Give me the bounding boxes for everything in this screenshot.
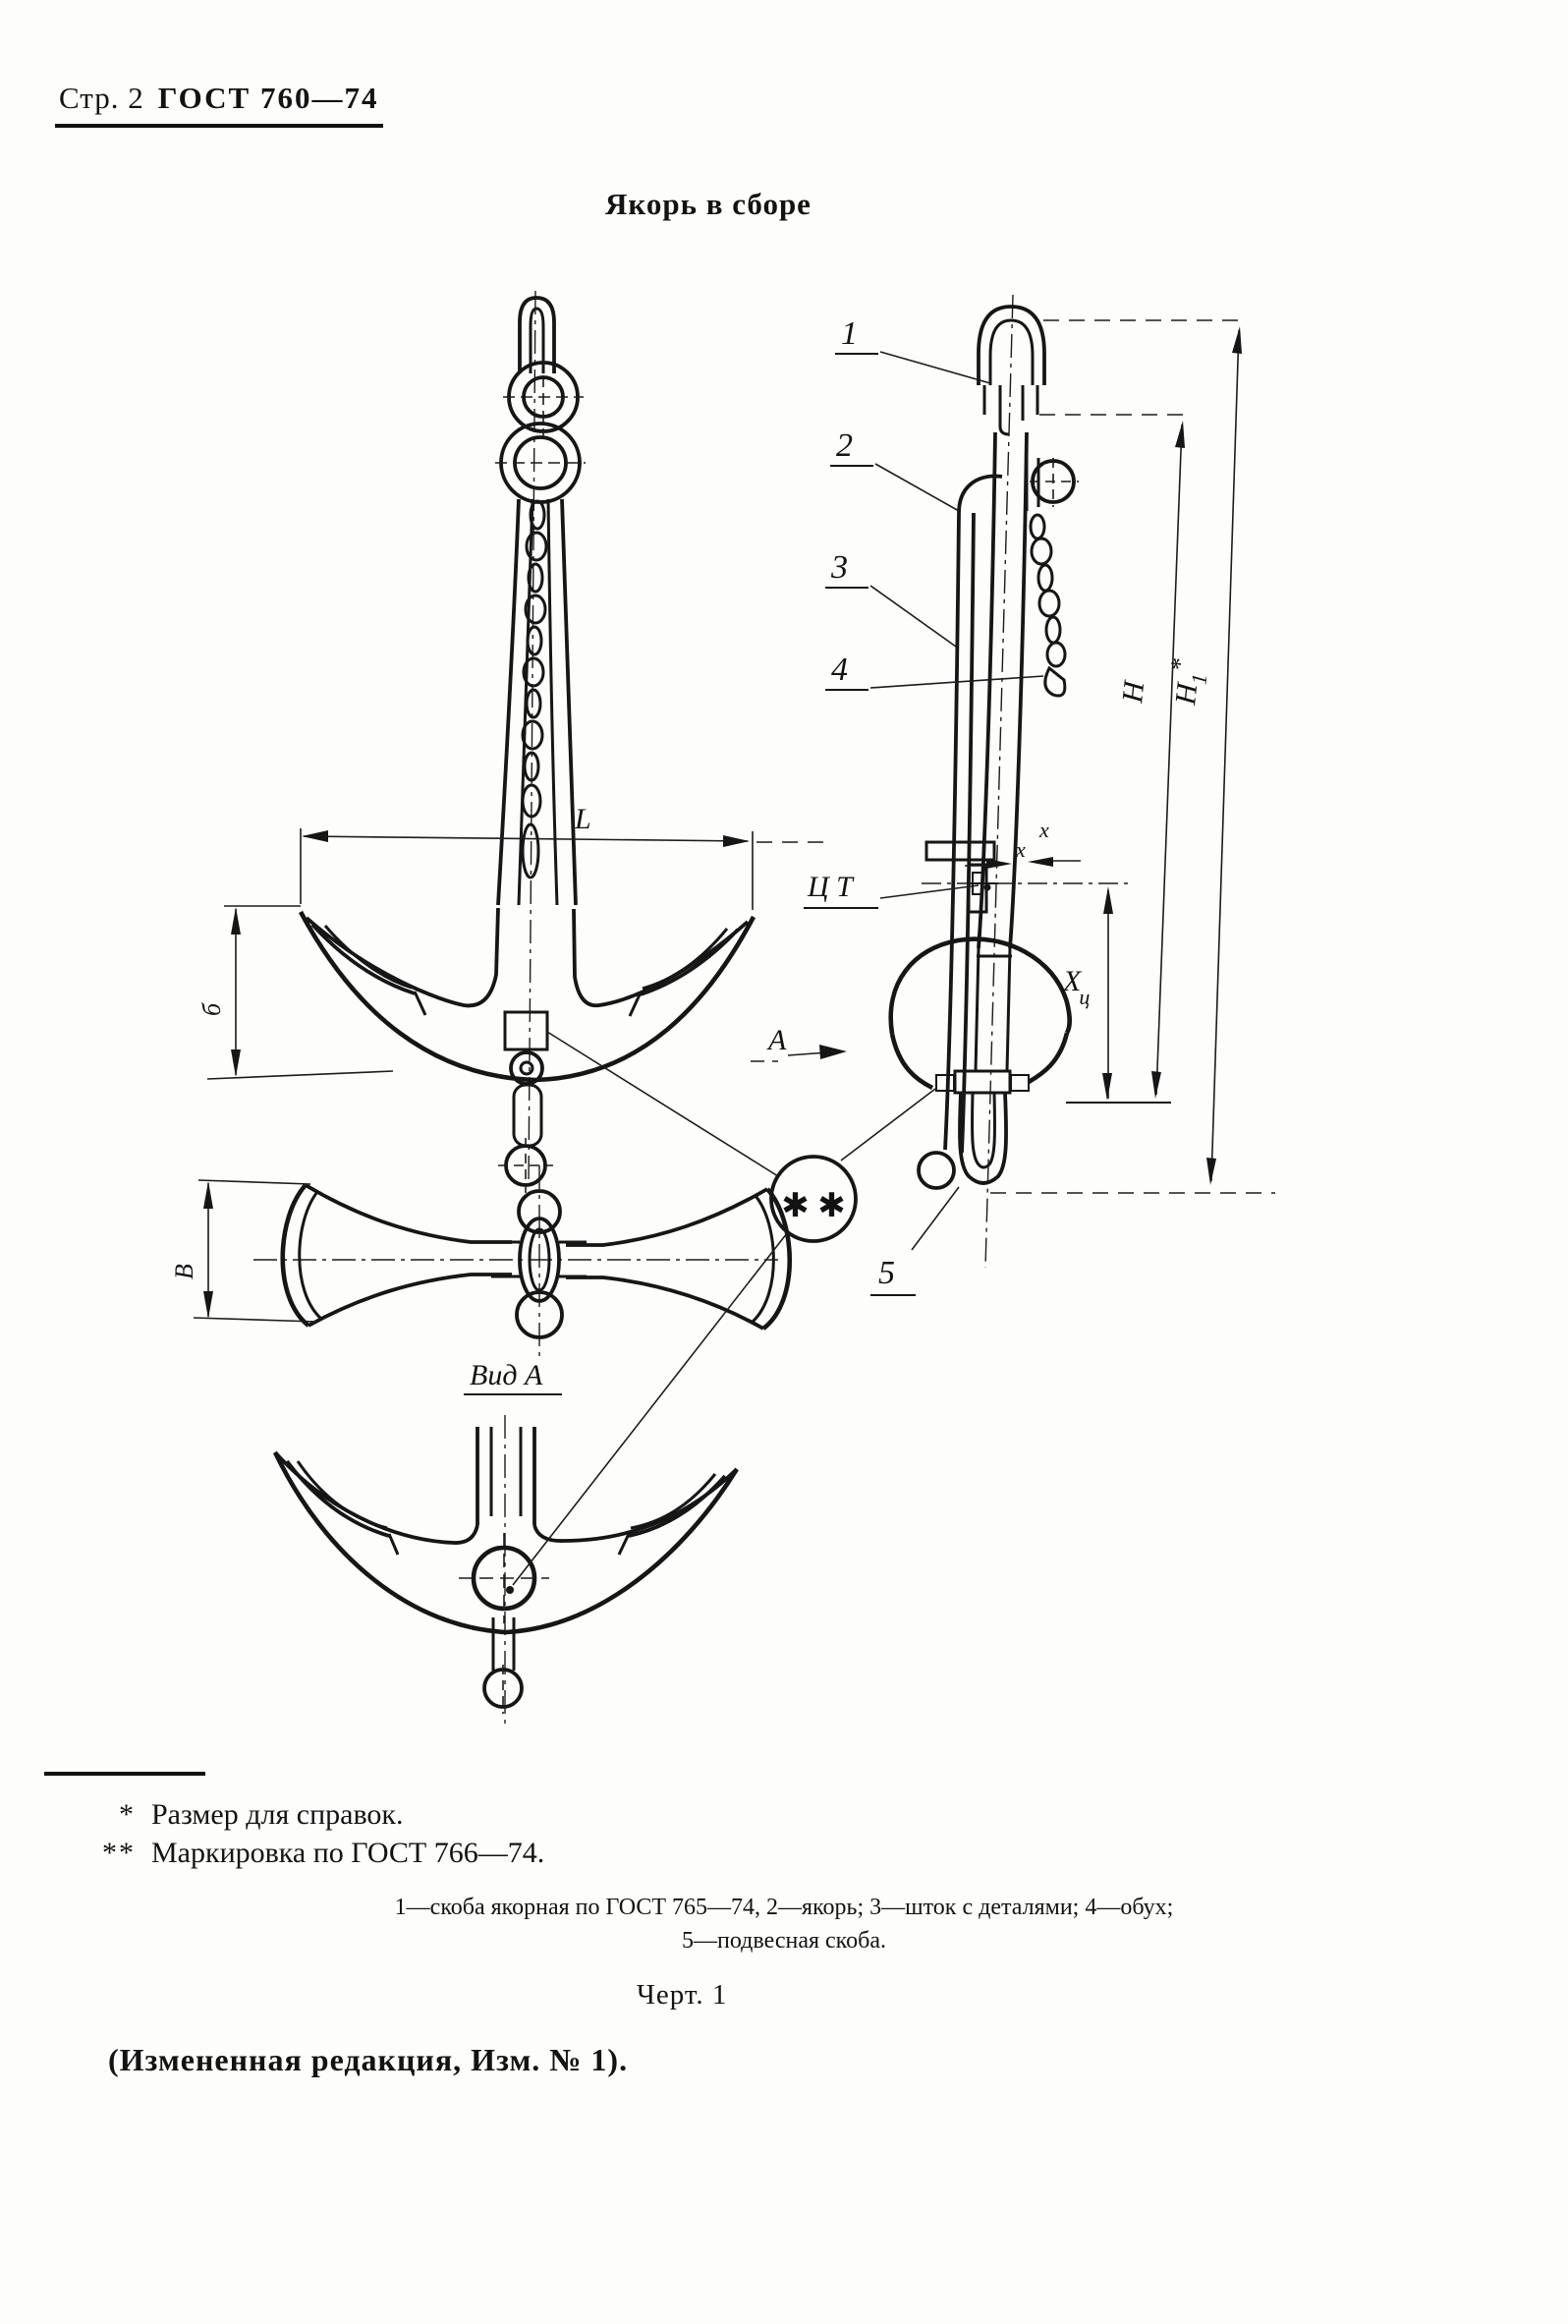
dim-B-label: В [170, 1264, 198, 1279]
footnote-1 [90, 1798, 403, 1832]
dim-Xc [1062, 886, 1171, 1103]
doc-number-label: ГОСТ 760—74 [157, 81, 379, 115]
stock-chain [1031, 515, 1065, 696]
front-view [197, 291, 847, 1193]
dim-H1 [990, 320, 1275, 1193]
legend-line-1: 1—скоба якорная по ГОСТ 765—74, 2—якорь; 3—шток с деталями; 4—обух; [394, 1895, 1174, 1920]
dim-H1-label [1161, 657, 1213, 708]
footnote-1-text: Размер для справок. [151, 1798, 404, 1831]
section-mark-right: x [1039, 818, 1049, 842]
section-mark-left: x [1016, 837, 1026, 862]
callout-5-label: 5 [878, 1255, 895, 1291]
legend-line-2: 5—подвесная скоба. [682, 1928, 886, 1954]
callout-1-label: 1 [841, 315, 858, 352]
view-a [275, 1359, 737, 1729]
callout-5 [870, 1187, 959, 1295]
footnote-2 [90, 1837, 544, 1870]
view-direction-a [751, 1024, 847, 1061]
callout-4-label: 4 [831, 652, 848, 688]
dim-L [301, 803, 827, 910]
dim-b-label: б [197, 1002, 226, 1016]
view-a-direction-letter: А [768, 1024, 787, 1056]
figure-caption: Черт. 1 [637, 1979, 728, 2011]
figure-title: Якорь в сборе [605, 187, 812, 221]
dim-b [197, 906, 393, 1079]
view-a-title: Вид А [470, 1359, 543, 1391]
footnote-1-mark: * [119, 1798, 136, 1831]
footnote-2-mark: ** [102, 1837, 136, 1869]
revision-note: (Измененная редакция, Изм. № 1). [108, 2042, 629, 2077]
dim-Xc-base: Х [1063, 965, 1082, 997]
dim-H1-sup: * [1164, 657, 1195, 673]
callouts [825, 315, 1043, 690]
footnote-2-text: Маркировка по ГОСТ 766—74. [151, 1837, 545, 1869]
dim-L-label: L [575, 803, 591, 835]
plan-view [170, 1165, 790, 1356]
footnote-rule [44, 1772, 205, 1776]
side-view [804, 295, 1275, 1295]
dim-Xc-sub: ц [1079, 985, 1091, 1009]
marking-balloon-symbol: ✱ ✱ [781, 1188, 846, 1224]
dim-H-label: H [1116, 679, 1151, 705]
dim-H1-sub: 1 [1186, 672, 1212, 686]
figure-legend [0, 1891, 1568, 1957]
cg-label: Ц Т [808, 871, 853, 903]
callout-2-label: 2 [836, 427, 853, 464]
callout-3-label: 3 [831, 549, 848, 586]
marking-square [505, 1012, 547, 1049]
page-number-label: Стр. 2 [59, 81, 144, 115]
dim-H1-base: H [1169, 681, 1204, 707]
